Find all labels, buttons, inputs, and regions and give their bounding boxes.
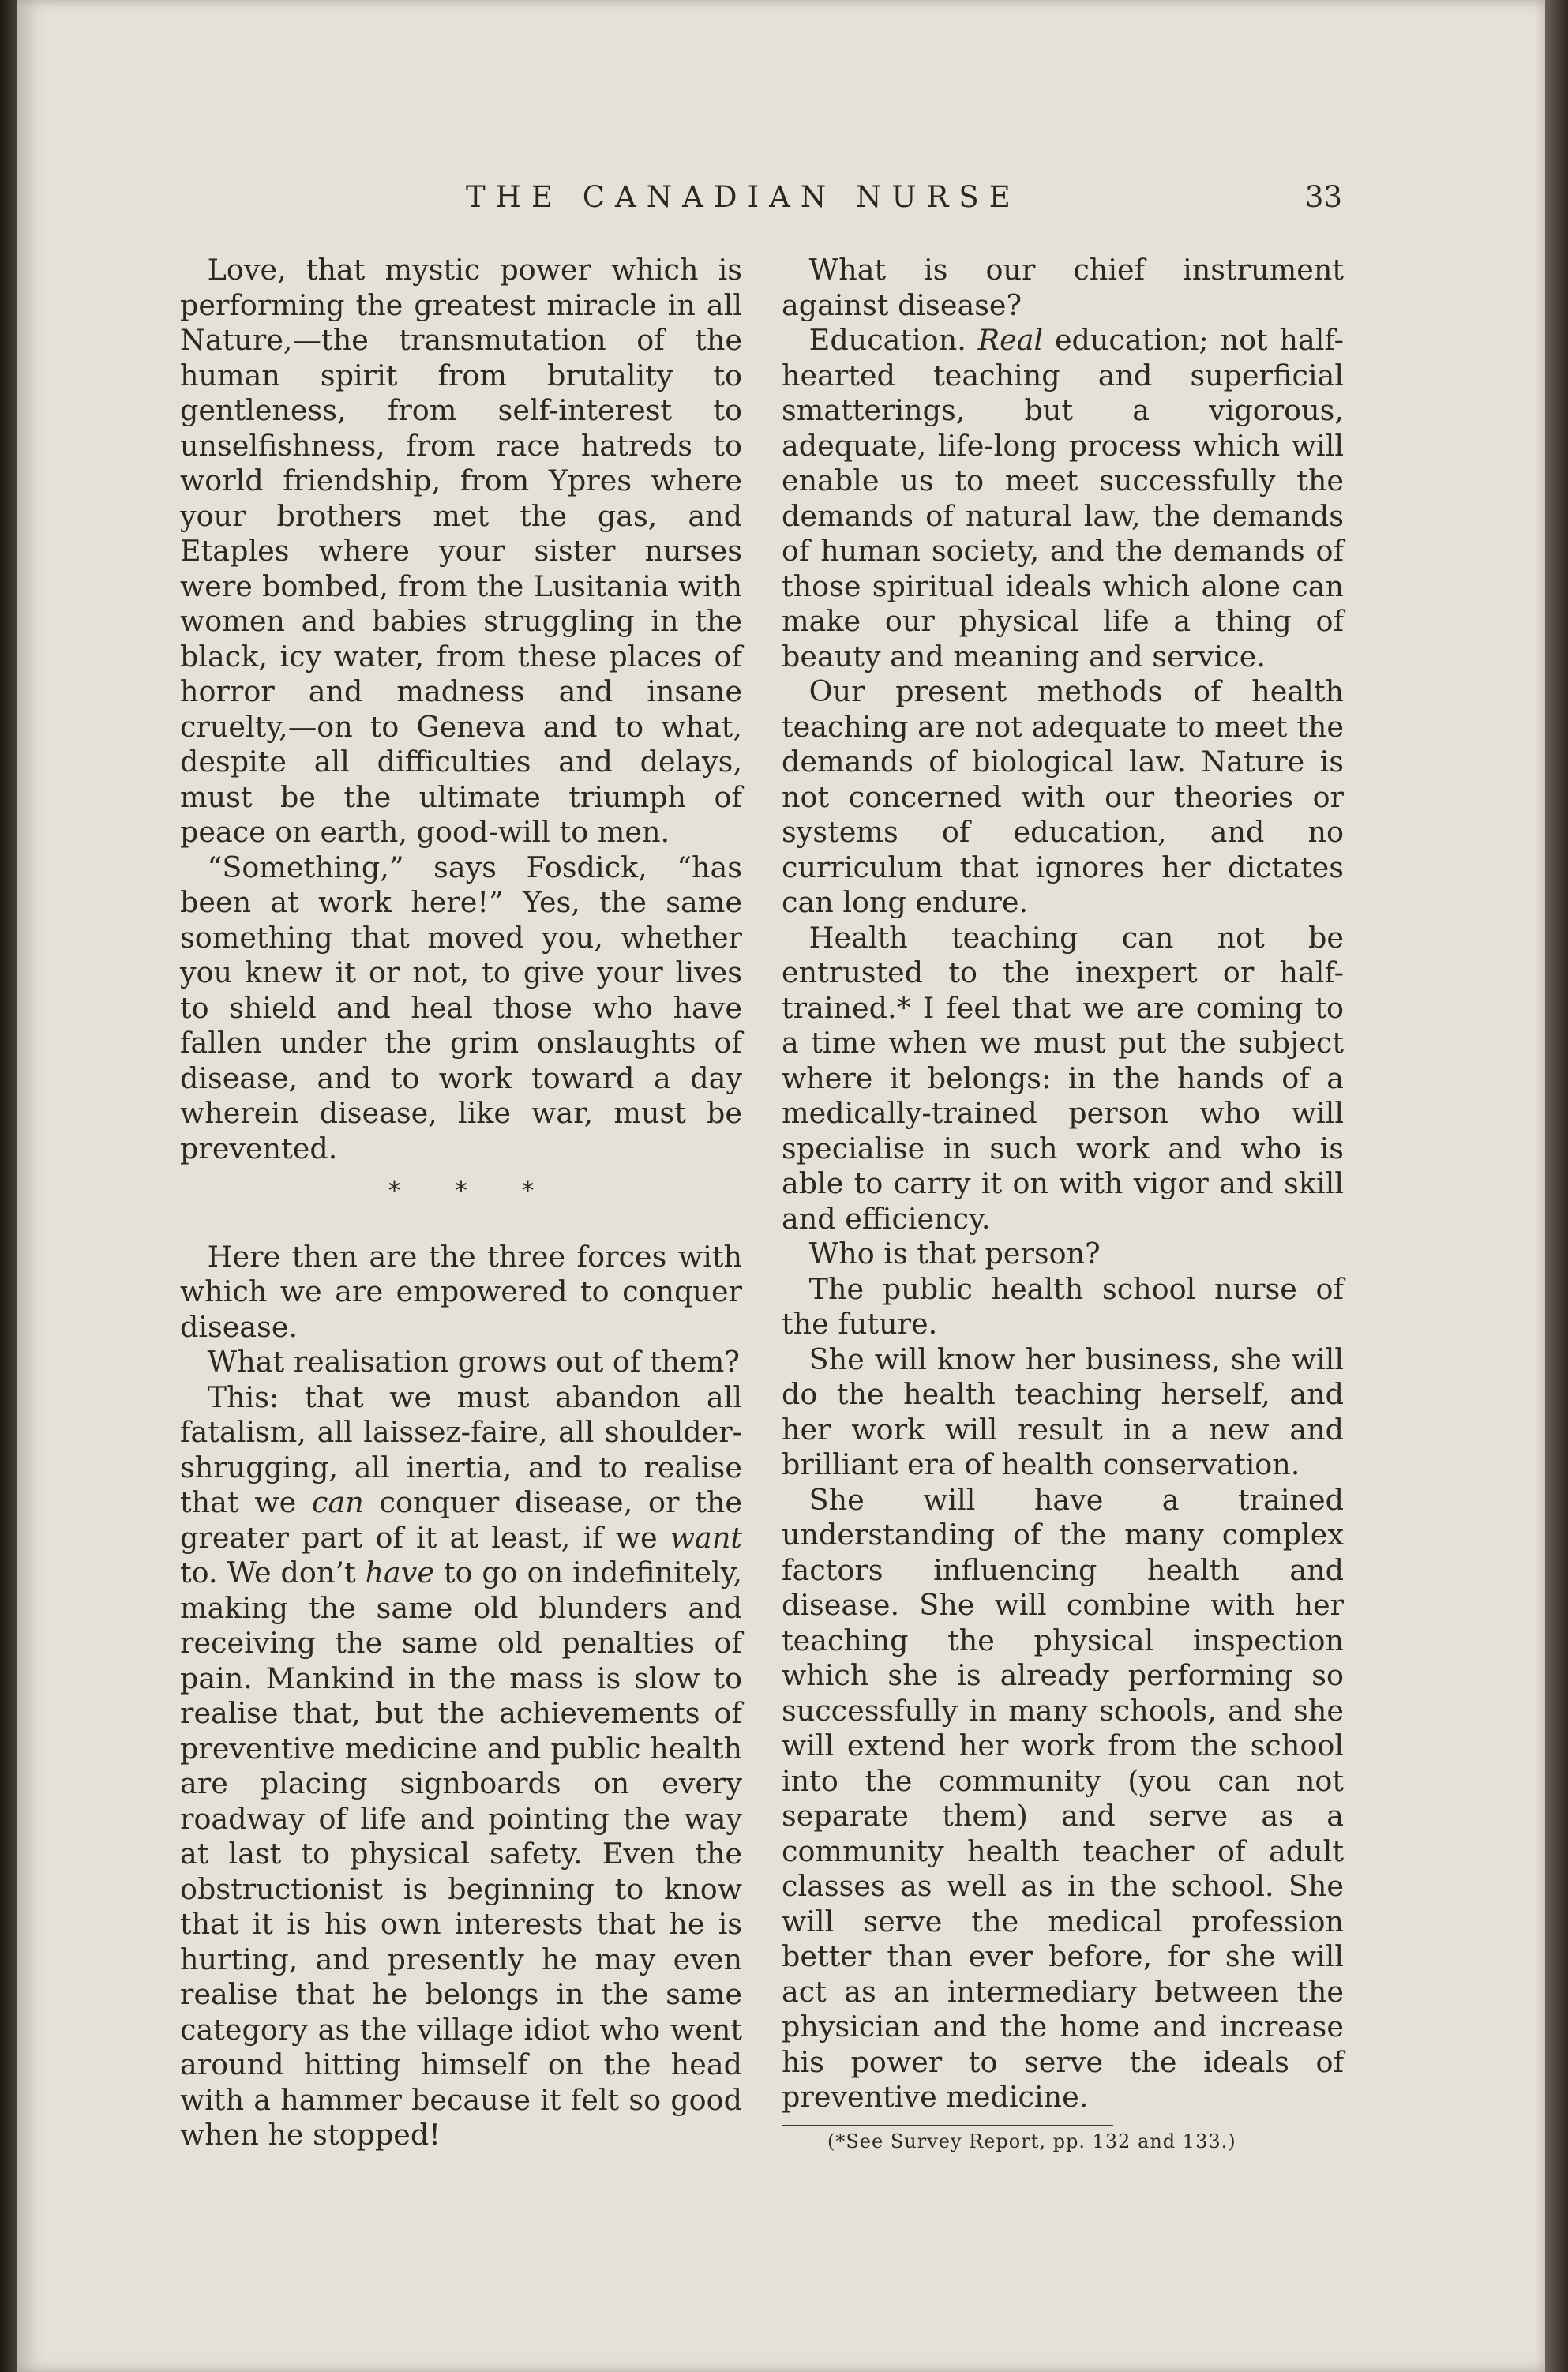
- text-run: conquer disease, or the greater part of it at least, if we: [180, 1485, 742, 1555]
- emphasis: want: [670, 1520, 742, 1555]
- paragraph: Who is that person?: [808, 1237, 1101, 1270]
- paragraph: Our present methods of health teaching are not adequate to meet the demands of biological law. Nature is not concerned with our theories or systems of education, and no curriculum that ignores her dictates can long endure.: [782, 674, 1344, 919]
- paragraph: “Something,” says Fosdick, “has been at work here!” Yes, the same something that moved you, whether you knew it or not, to give your lives to shield and heal those who have fallen under the grim onslaughts of disease, and to work toward a day wherein disease, like war, must be prevented.: [180, 850, 742, 1165]
- text-run: to go on indefinitely, making the same old blunders and receiving the same old penalties of pain. Mankind in the mass is slow to realise that, but the achievements of preventive medicine and public health are placing signboards on every roadway of life and pointing the way at last to physical safety. Even the obstructionist is beginning to know that it is his own interests that he is hurting, and presently he may even realise that he belongs in the same category as the village idiot who went around hitting himself on the head with a hammer because it felt so good when he stopped!: [180, 1556, 742, 2152]
- paragraph: [180, 1380, 742, 2153]
- paragraph: Health teaching can not be entrusted to the inexpert or half-trained.* I feel that we are coming to a time when we must put the subject where it belongs: in the hands of a medically-trained person who will specialise in such work and who is able to carry it on with vigor and skill and efficiency.: [782, 920, 1344, 1236]
- paragraph: Love, that mystic power which is performing the greatest miracle in all Nature,—the transmutation of the human spirit from brutality to gentleness, from self-interest to unselfishness, from race hatreds to world friendship, from Ypres where your brothers met the gas, and Etaples where your sister nurses were bombed, from the Lusitania with women and babies struggling in the black, icy water, from these places of horror and madness and insane cruelty,—on to Geneva and to what, despite all difficulties and delays, must be the ultimate triumph of peace on earth, good-will to men.: [180, 253, 742, 849]
- section-separator: * * *: [388, 1177, 558, 1205]
- paragraph: What realisation grows out of them?: [207, 1345, 740, 1379]
- emphasis: Real: [977, 323, 1044, 357]
- footnote-rule: [782, 2125, 1113, 2126]
- page-edge-shadow: [1545, 0, 1568, 2372]
- emphasis: can: [312, 1485, 364, 1519]
- binding-spine: [0, 0, 17, 2372]
- paragraph: Here then are the three forces with which we are empowered to conquer disease.: [180, 1239, 742, 1344]
- text-run: to. We don’t: [180, 1556, 366, 1589]
- text-run: This: that we must abandon all fatalism, all laissez-faire, all shoulder-shrugging, all inertia, and to realise that we: [180, 1379, 742, 1519]
- page-number: 33: [1304, 180, 1342, 214]
- text-run: Education.: [808, 323, 978, 357]
- footnote: (*See Survey Report, pp. 132 and 133.): [827, 2130, 1236, 2152]
- paragraph: She will know her business, she will do the health teaching herself, and her work will result in a new and brilliant era of health conservation.: [782, 1342, 1344, 1481]
- left-column: [180, 253, 742, 2153]
- right-column: [782, 253, 1344, 2153]
- paragraph: The public health school nurse of the future.: [782, 1271, 1344, 1341]
- text-run: education; not half-hearted teaching and superficial smatterings, but a vigorous, adequate, life-long process which will enable us to meet successfully the demands of natural law, the demands of human society, and the demands of those spiritual ideals which alone can make our physical life a thing of beauty and meaning and service.: [782, 323, 1344, 674]
- emphasis: have: [365, 1556, 435, 1589]
- paragraph: What is our chief instrument against disease?: [782, 253, 1344, 322]
- paragraph: [782, 323, 1344, 674]
- paragraph: She will have a trained understanding of the many complex factors influencing health and disease. She will combine with her teaching the physical inspection which she is already performing so successfully in many schools, and she will extend her work from the school into the community (you can not separate them) and serve as a community health teacher of adult classes as well as in the school. She will serve the medical profession better than ever before, for she will act as an intermediary between the physician and the home and increase his power to serve the ideals of preventive medicine.: [782, 1482, 1344, 2114]
- running-title: THE CANADIAN NURSE: [466, 180, 1021, 214]
